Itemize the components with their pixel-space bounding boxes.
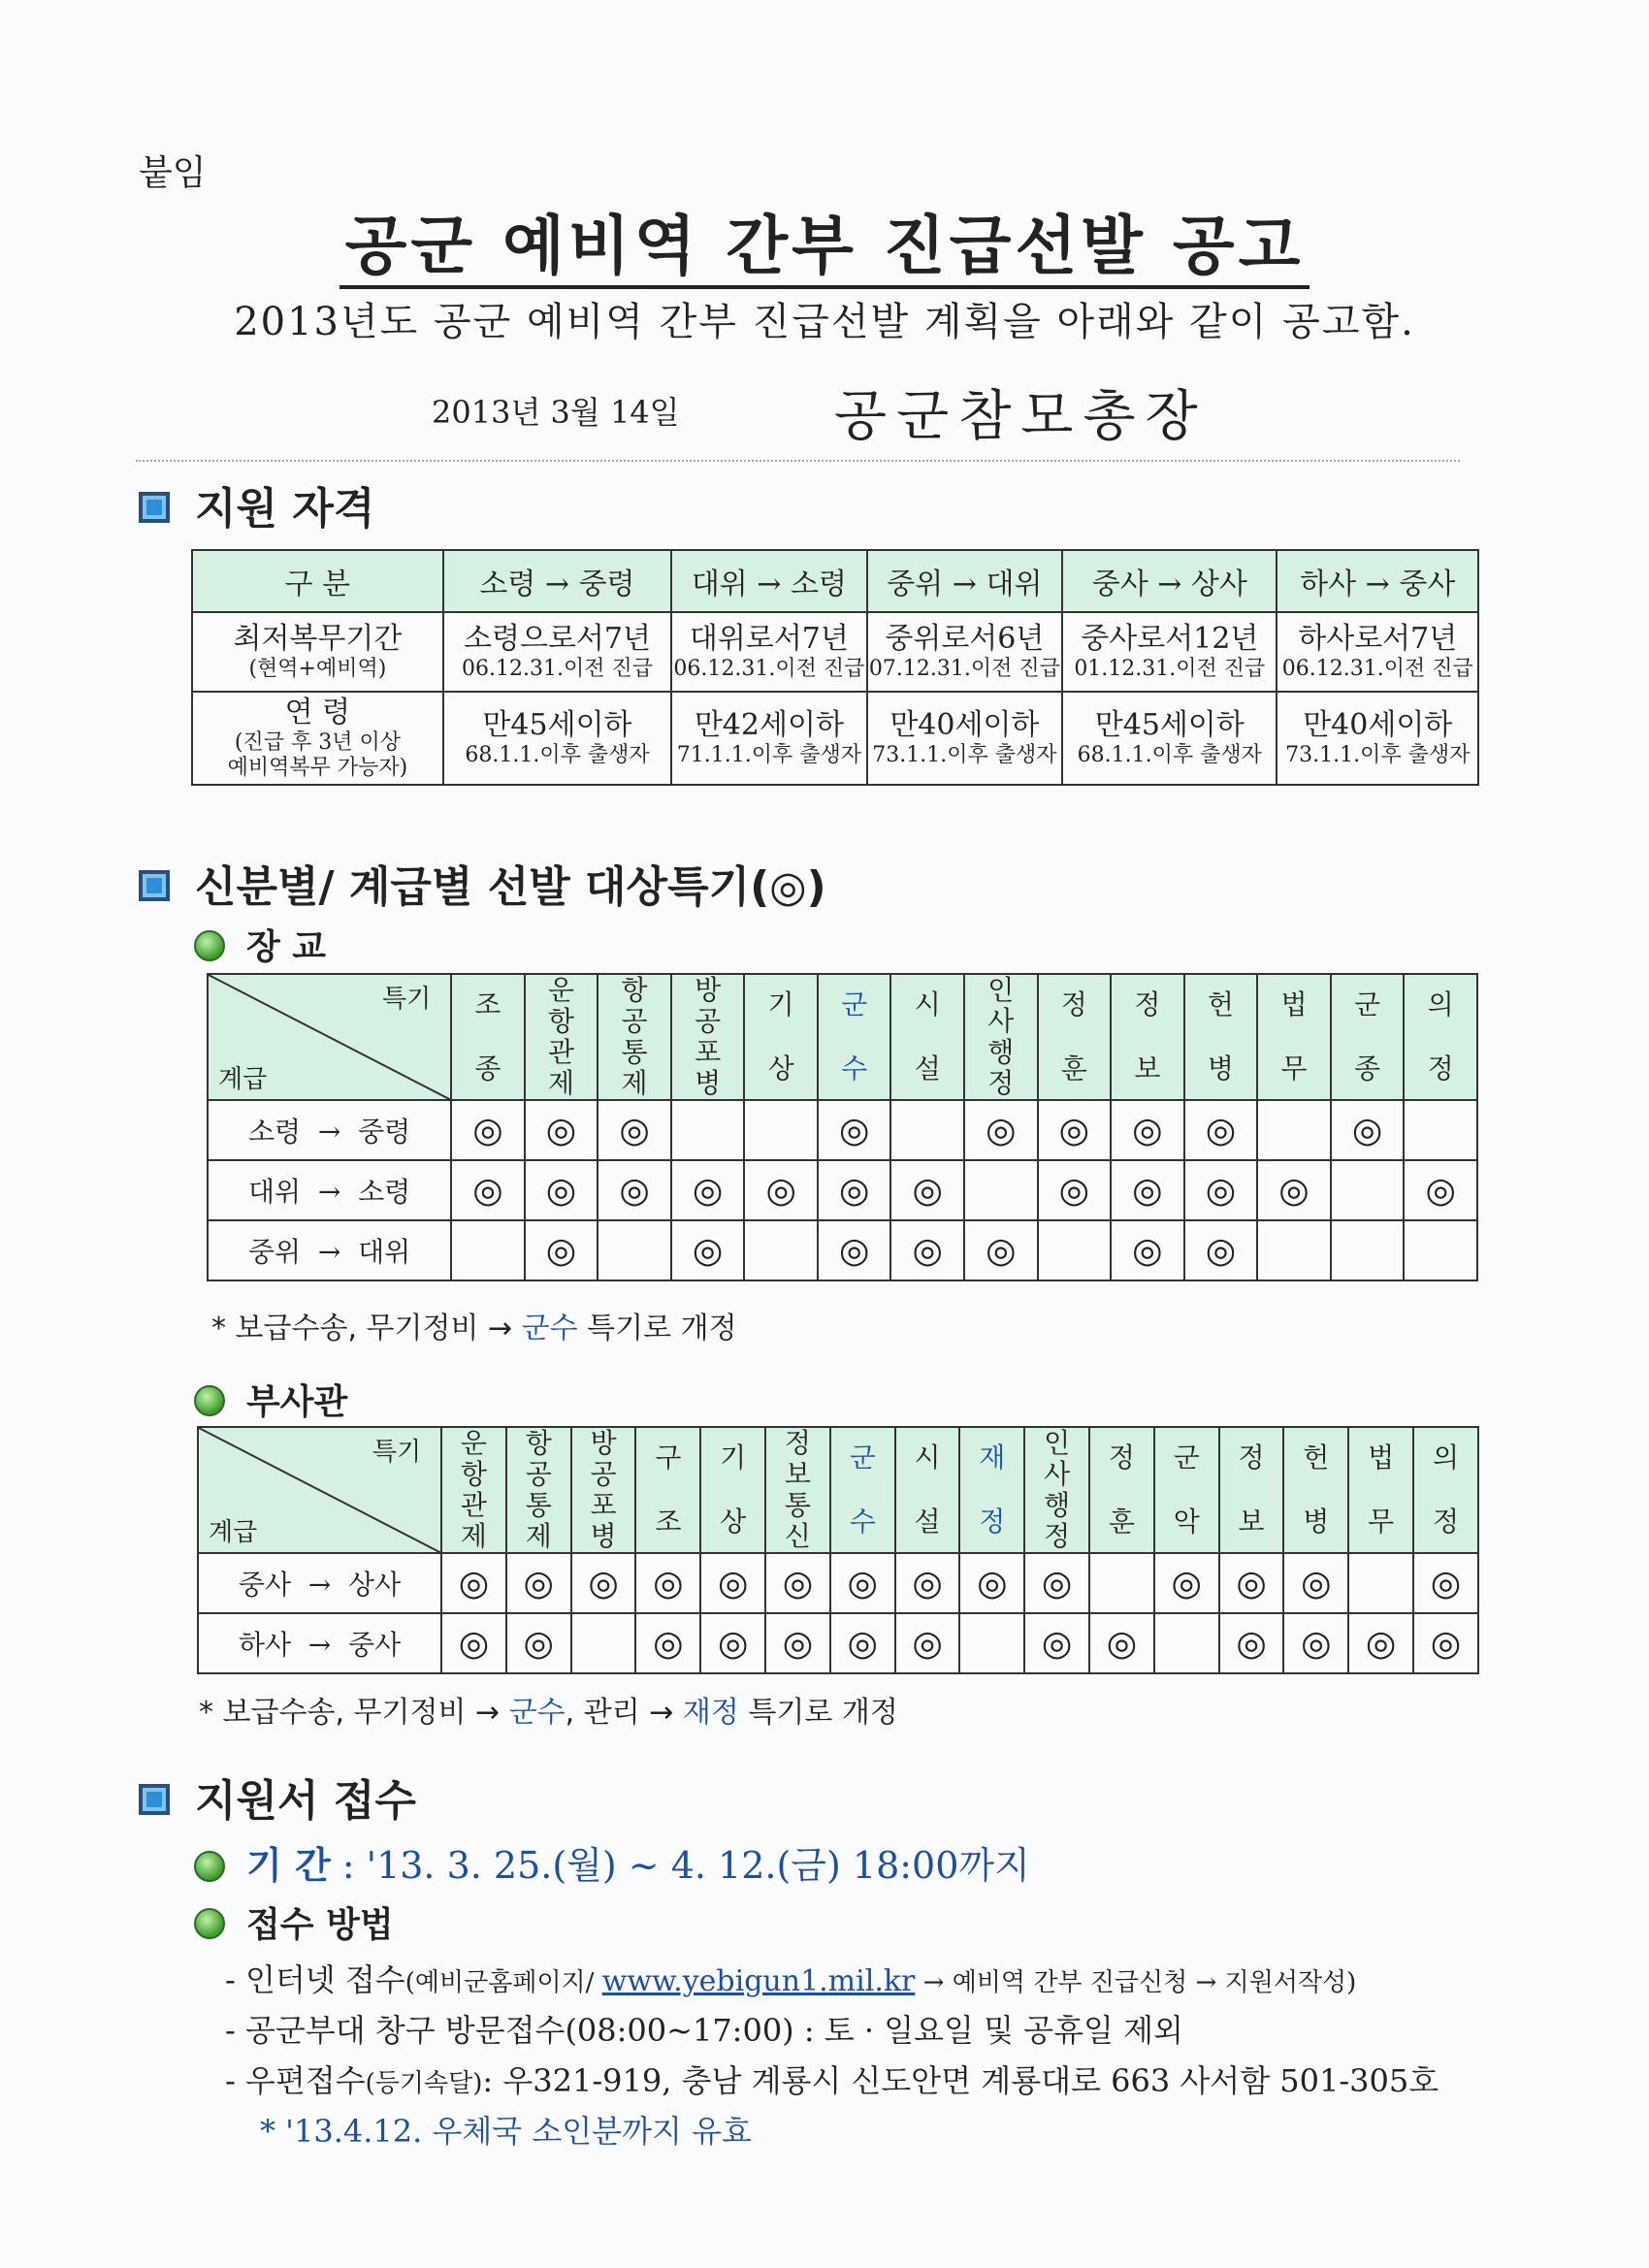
empty-cell	[744, 1100, 818, 1160]
specialty-char: 법	[1280, 988, 1308, 1021]
selected-mark: ◎	[598, 1160, 671, 1220]
specialty-char: 인	[987, 974, 1015, 1006]
ncos-subheading	[194, 1375, 347, 1424]
selected-mark: ◎	[890, 1160, 964, 1220]
attachment-label: 붙임	[139, 153, 207, 193]
selected-mark: ◎	[1038, 1100, 1112, 1160]
specialty-char: 훈	[1060, 1053, 1087, 1085]
specialty-char: 구	[655, 1442, 682, 1474]
specialty-header-cell	[1348, 1427, 1413, 1553]
specialty-char: 시	[914, 1442, 941, 1474]
row-label: 최저복무기간 (현역+예비역)	[192, 612, 443, 692]
square-bullet-icon	[139, 870, 170, 901]
officer-header-row	[208, 974, 1477, 1100]
page-title	[0, 194, 1649, 286]
specialty-char: 방	[695, 974, 722, 1006]
specialty-char: 악	[1173, 1506, 1200, 1538]
empty-cell	[598, 1220, 671, 1280]
specialty-header-cell	[1184, 974, 1258, 1100]
specialty-char: 보	[784, 1458, 811, 1490]
specialty-char: 무	[1368, 1506, 1395, 1538]
selected-mark: ◎	[765, 1613, 830, 1673]
empty-cell	[671, 1100, 745, 1160]
specialty-char: 헌	[1207, 988, 1234, 1021]
subheading-text: 부사관	[246, 1382, 348, 1422]
empty-cell	[1257, 1100, 1331, 1160]
specialty-char: 의	[1427, 988, 1454, 1021]
specialty-char: 항	[460, 1458, 487, 1490]
specialty-char: 정	[1427, 1053, 1454, 1085]
homepage-link[interactable]: www.yebigun1.mil.kr	[601, 1964, 916, 1998]
specialty-header-cell	[671, 974, 745, 1100]
specialty-char: 정	[1238, 1442, 1265, 1474]
officers-note: * 보급수송, 무기정비 → 군수 특기로 개정	[211, 1312, 737, 1345]
signer: 공군참모총장	[834, 385, 1208, 448]
section-heading-text: 지원서 접수	[195, 1776, 416, 1826]
subheading-text: 접수 방법	[246, 1905, 394, 1945]
specialty-header-cell	[1089, 1427, 1154, 1553]
specialty-char: 상	[767, 1053, 794, 1085]
header-cell: 중위 → 대위	[867, 550, 1062, 612]
specialty-char: 제	[525, 1520, 552, 1552]
specialty-header-cell	[1413, 1427, 1478, 1553]
section-qualification-heading	[139, 473, 374, 535]
table-cell: 만45세이하 68.1.1.이후 출생자	[443, 692, 671, 785]
selected-mark: ◎	[1154, 1553, 1219, 1613]
officer-specialty-table	[207, 973, 1478, 1281]
selected-mark: ◎	[1111, 1220, 1184, 1280]
empty-cell	[1348, 1553, 1413, 1613]
specialty-char: 정	[1060, 988, 1087, 1021]
table-cell: 중위로서6년 07.12.31.이전 진급	[867, 612, 1062, 692]
specialty-char: 정	[1134, 988, 1161, 1021]
table-row	[208, 1100, 1477, 1160]
corner-specialty-label: 특기	[372, 1438, 422, 1467]
selected-mark: ◎	[451, 1160, 525, 1220]
period-label: 기 간	[246, 1843, 331, 1887]
specialty-char: 군	[849, 1442, 876, 1474]
empty-cell	[959, 1613, 1024, 1673]
table-row	[192, 692, 1478, 785]
selected-mark: ◎	[1111, 1100, 1184, 1160]
corner-cell	[208, 974, 451, 1100]
specialty-char: 운	[547, 974, 575, 1006]
empty-cell	[890, 1100, 964, 1160]
table-cell: 만40세이하 73.1.1.이후 출생자	[1277, 692, 1478, 785]
selected-mark: ◎	[525, 1220, 598, 1280]
specialty-char: 통	[621, 1036, 648, 1068]
selected-mark: ◎	[744, 1160, 818, 1220]
specialty-char: 수	[849, 1506, 876, 1538]
specialty-header-cell	[635, 1427, 700, 1553]
page-subtitle: 2013년도 공군 예비역 간부 진급선발 계획을 아래와 같이 공고함.	[234, 300, 1415, 344]
specialty-char: 방	[590, 1427, 617, 1459]
selected-mark: ◎	[818, 1160, 891, 1220]
selected-mark: ◎	[895, 1613, 960, 1673]
specialty-char: 신	[784, 1520, 811, 1552]
table-cell: 만40세이하 73.1.1.이후 출생자	[867, 692, 1062, 785]
officers-subheading	[194, 920, 326, 969]
specialty-char: 군	[841, 988, 868, 1021]
nco-header-row	[198, 1427, 1478, 1553]
table-row	[198, 1553, 1478, 1613]
selected-mark: ◎	[525, 1100, 598, 1160]
announcement-date: 2013년 3월 14일	[432, 394, 680, 431]
qualification-header-row	[192, 550, 1478, 612]
selected-mark: ◎	[830, 1553, 895, 1613]
header-cell: 중사 → 상사	[1062, 550, 1277, 612]
specialty-char: 시	[914, 988, 941, 1021]
corner-cell	[198, 1427, 441, 1553]
specialty-char: 병	[1303, 1506, 1330, 1538]
header-cell: 구 분	[192, 550, 443, 612]
method-subheading	[194, 1897, 394, 1947]
circle-bullet-icon	[194, 1385, 225, 1416]
section-heading-text: 지원 자격	[195, 484, 375, 534]
empty-cell	[744, 1220, 818, 1280]
specialty-char: 항	[525, 1427, 552, 1459]
specialty-header-cell	[895, 1427, 960, 1553]
corner-specialty-label: 특기	[381, 985, 432, 1014]
specialty-char: 정	[987, 1067, 1015, 1099]
specialty-char: 공	[621, 1005, 648, 1037]
selected-mark: ◎	[1413, 1613, 1478, 1673]
table-cell: 중사로서12년 01.12.31.이전 진급	[1062, 612, 1277, 692]
period-value: : '13. 3. 25.(월) ~ 4. 12.(금) 18:00까지	[330, 1844, 1030, 1887]
specialty-char: 정	[1432, 1506, 1460, 1538]
section-heading-text: 신분별/ 계급별 선발 대상특기(◎)	[195, 862, 826, 912]
list-item: - 인터넷 접수(예비군홈페이지/ www.yebigun1.mil.kr → 예비역 간부 진급신청 → 지원서작성)	[225, 1961, 1357, 1998]
specialty-char: 재	[979, 1442, 1006, 1474]
selected-mark: ◎	[1024, 1553, 1089, 1613]
specialty-char: 관	[460, 1489, 487, 1521]
selected-mark: ◎	[830, 1613, 895, 1673]
selected-mark: ◎	[1038, 1160, 1112, 1220]
specialty-header-cell	[1219, 1427, 1284, 1553]
specialty-header-cell	[1154, 1427, 1219, 1553]
specialty-char: 사	[987, 1005, 1015, 1037]
selected-mark: ◎	[1184, 1100, 1258, 1160]
list-item: - 공군부대 창구 방문접수(08:00~17:00) : 토 · 일요일 및 공휴일 제외	[225, 2012, 1183, 2049]
selected-mark: ◎	[451, 1100, 525, 1160]
empty-cell	[1257, 1220, 1331, 1280]
selected-mark: ◎	[1219, 1553, 1284, 1613]
divider	[136, 460, 1460, 462]
specialty-char: 종	[474, 1053, 501, 1085]
table-cell: 소령으로서7년 06.12.31.이전 진급	[443, 612, 671, 692]
specialty-char: 항	[621, 974, 648, 1006]
specialty-char: 의	[1432, 1442, 1460, 1474]
specialty-header-cell	[1111, 974, 1184, 1100]
selected-mark: ◎	[890, 1220, 964, 1280]
specialty-header-cell	[744, 974, 818, 1100]
circle-bullet-icon	[194, 930, 225, 961]
specialty-header-cell	[700, 1427, 765, 1553]
selected-mark: ◎	[506, 1613, 571, 1673]
selected-mark: ◎	[1283, 1613, 1348, 1673]
specialty-char: 훈	[1108, 1506, 1135, 1538]
specialty-char: 공	[590, 1458, 617, 1490]
empty-cell	[1404, 1220, 1477, 1280]
circle-bullet-icon	[194, 1851, 225, 1882]
selected-mark: ◎	[441, 1613, 506, 1673]
square-bullet-icon	[139, 492, 170, 523]
ncos-note: * 보급수송, 무기정비 → 군수, 관리 → 재정 특기로 개정	[199, 1696, 898, 1730]
specialty-char: 군	[1173, 1442, 1200, 1474]
specialty-char: 관	[547, 1036, 575, 1068]
selected-mark: ◎	[1184, 1220, 1258, 1280]
specialty-char: 운	[460, 1427, 487, 1459]
specialty-char: 무	[1280, 1053, 1308, 1085]
table-row	[208, 1160, 1477, 1220]
selected-mark: ◎	[818, 1220, 891, 1280]
specialty-header-cell	[441, 1427, 506, 1553]
selected-mark: ◎	[441, 1553, 506, 1613]
specialty-header-cell	[830, 1427, 895, 1553]
specialty-char: 설	[914, 1506, 941, 1538]
selected-mark: ◎	[671, 1220, 745, 1280]
selected-mark: ◎	[571, 1553, 636, 1613]
specialty-header-cell	[890, 974, 964, 1100]
specialty-char: 헌	[1303, 1442, 1330, 1474]
specialty-header-cell	[525, 974, 598, 1100]
selected-mark: ◎	[1404, 1160, 1477, 1220]
row-label: 연 령 (진급 후 3년 이상 예비역복무 가능자)	[192, 692, 443, 785]
specialty-char: 정	[784, 1427, 811, 1459]
specialty-char: 수	[841, 1053, 868, 1085]
specialty-header-cell	[598, 974, 671, 1100]
selected-mark: ◎	[818, 1100, 891, 1160]
specialty-char: 기	[767, 988, 794, 1021]
empty-cell	[571, 1613, 636, 1673]
selected-mark: ◎	[765, 1553, 830, 1613]
specialty-char: 법	[1368, 1442, 1395, 1474]
specialty-header-cell	[451, 974, 525, 1100]
rank-label: 중위 → 대위	[208, 1220, 451, 1280]
specialty-char: 통	[525, 1489, 552, 1521]
specialty-header-cell	[959, 1427, 1024, 1553]
specialty-char: 조	[474, 988, 501, 1021]
header-cell: 대위 → 소령	[671, 550, 866, 612]
selected-mark: ◎	[1283, 1553, 1348, 1613]
selected-mark: ◎	[671, 1160, 745, 1220]
specialty-char: 통	[784, 1489, 811, 1521]
rank-label: 소령 → 중령	[208, 1100, 451, 1160]
corner-rank-label: 계급	[209, 1518, 258, 1547]
specialty-header-cell	[1331, 974, 1405, 1100]
specialty-char: 행	[1044, 1489, 1071, 1521]
specialty-char: 공	[695, 1005, 722, 1037]
selected-mark: ◎	[1089, 1613, 1154, 1673]
specialty-char: 종	[1353, 1053, 1381, 1085]
table-row	[192, 612, 1478, 692]
specialty-char: 제	[460, 1520, 487, 1552]
specialty-header-cell	[765, 1427, 830, 1553]
section-specialty-heading	[139, 852, 826, 914]
table-cell: 만42세이하 71.1.1.이후 출생자	[671, 692, 866, 785]
empty-cell	[1404, 1100, 1477, 1160]
header-cell: 하사 → 중사	[1277, 550, 1478, 612]
specialty-header-cell	[571, 1427, 636, 1553]
selected-mark: ◎	[525, 1160, 598, 1220]
specialty-char: 병	[695, 1067, 722, 1099]
specialty-header-cell	[506, 1427, 571, 1553]
specialty-header-cell	[1257, 974, 1331, 1100]
specialty-header-cell	[1283, 1427, 1348, 1553]
specialty-char: 상	[720, 1506, 747, 1538]
specialty-char: 정	[1044, 1520, 1071, 1552]
selected-mark: ◎	[506, 1553, 571, 1613]
corner-rank-label: 계급	[218, 1065, 268, 1094]
specialty-char: 포	[590, 1489, 617, 1521]
application-period	[194, 1835, 1030, 1889]
specialty-char: 인	[1044, 1427, 1071, 1459]
specialty-char: 사	[1044, 1458, 1071, 1490]
selected-mark: ◎	[964, 1100, 1038, 1160]
selected-mark: ◎	[700, 1613, 765, 1673]
specialty-char: 공	[525, 1458, 552, 1490]
specialty-char: 정	[1108, 1442, 1135, 1474]
specialty-char: 기	[720, 1442, 747, 1474]
specialty-char: 행	[987, 1036, 1015, 1068]
selected-mark: ◎	[1331, 1100, 1405, 1160]
selected-mark: ◎	[959, 1553, 1024, 1613]
title-text: 공군 예비역 간부 진급선발 공고	[340, 209, 1310, 289]
nco-specialty-table	[197, 1426, 1479, 1674]
specialty-header-cell	[1024, 1427, 1089, 1553]
empty-cell	[1038, 1220, 1112, 1280]
specialty-char: 포	[695, 1036, 722, 1068]
empty-cell	[1331, 1220, 1405, 1280]
empty-cell	[964, 1160, 1038, 1220]
specialty-char: 보	[1238, 1506, 1265, 1538]
footnote: * '13.4.12. 우체국 소인분까지 유효	[260, 2113, 752, 2150]
selected-mark: ◎	[700, 1553, 765, 1613]
selected-mark: ◎	[1111, 1160, 1184, 1220]
rank-label: 대위 → 소령	[208, 1160, 451, 1220]
section-application-heading	[139, 1766, 416, 1828]
rank-label: 중사 → 상사	[198, 1553, 441, 1613]
empty-cell	[1154, 1613, 1219, 1673]
specialty-char: 병	[590, 1520, 617, 1552]
specialty-char: 군	[1353, 988, 1381, 1021]
specialty-char: 조	[655, 1506, 682, 1538]
specialty-header-cell	[1038, 974, 1112, 1100]
list-item: - 우편접수(등기속달): 우321-919, 충남 계룡시 신도안면 계룡대로 663 사서함 501-305호	[225, 2062, 1439, 2099]
selected-mark: ◎	[635, 1553, 700, 1613]
selected-mark: ◎	[1413, 1553, 1478, 1613]
specialty-header-cell	[1404, 974, 1477, 1100]
circle-bullet-icon	[194, 1908, 225, 1939]
table-cell: 대위로서7년 06.12.31.이전 진급	[671, 612, 866, 692]
table-row	[198, 1613, 1478, 1673]
selected-mark: ◎	[964, 1220, 1038, 1280]
qualification-table	[191, 549, 1479, 786]
selected-mark: ◎	[598, 1100, 671, 1160]
specialty-header-cell	[818, 974, 891, 1100]
selected-mark: ◎	[635, 1613, 700, 1673]
subheading-text: 장 교	[246, 927, 327, 967]
header-cell: 소령 → 중령	[443, 550, 671, 612]
specialty-char: 항	[547, 1005, 575, 1037]
specialty-char: 병	[1207, 1053, 1234, 1085]
square-bullet-icon	[139, 1784, 170, 1815]
specialty-char: 설	[914, 1053, 941, 1085]
table-cell: 만45세이하 68.1.1.이후 출생자	[1062, 692, 1277, 785]
selected-mark: ◎	[1024, 1613, 1089, 1673]
specialty-char: 정	[979, 1506, 1006, 1538]
empty-cell	[1089, 1553, 1154, 1613]
empty-cell	[451, 1220, 525, 1280]
table-row	[208, 1220, 1477, 1280]
selected-mark: ◎	[1184, 1160, 1258, 1220]
selected-mark: ◎	[895, 1553, 960, 1613]
empty-cell	[1331, 1160, 1405, 1220]
rank-label: 하사 → 중사	[198, 1613, 441, 1673]
table-cell: 하사로서7년 06.12.31.이전 진급	[1277, 612, 1478, 692]
selected-mark: ◎	[1257, 1160, 1331, 1220]
selected-mark: ◎	[1219, 1613, 1284, 1673]
selected-mark: ◎	[1348, 1613, 1413, 1673]
specialty-char: 보	[1134, 1053, 1161, 1085]
specialty-header-cell	[964, 974, 1038, 1100]
specialty-char: 제	[621, 1067, 648, 1099]
specialty-char: 제	[547, 1067, 575, 1099]
